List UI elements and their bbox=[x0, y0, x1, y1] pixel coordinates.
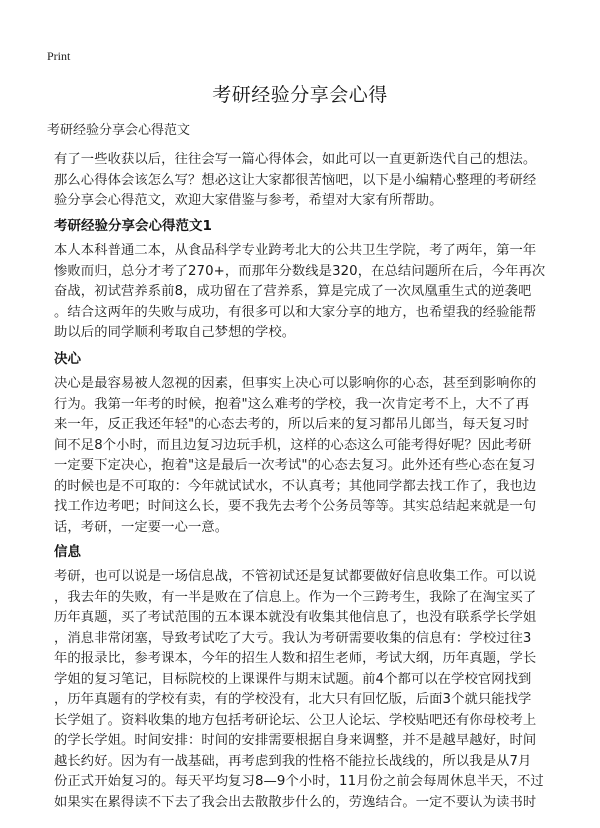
text-line: ，我去年的失败，有一半是败在了信息上。作为一个三跨考生，我除了在淘宝买了 bbox=[54, 589, 537, 605]
section-heading-essay-1: 考研经验分享会心得范文1 bbox=[54, 218, 212, 234]
text-line: ，消息非常闭塞，导致考试吃了大亏。我认为考研需要收集的信息有：学校过往3 bbox=[54, 630, 532, 646]
text-line: 本人本科普通二本，从食品科学专业跨考北大的公共卫生学院，考了两年，第一年 bbox=[54, 243, 537, 258]
text-line: 验分享会心得范文，欢迎大家借鉴与参考，希望对大家有所帮助。 bbox=[54, 193, 443, 208]
text-line: 学姐的复习笔记，目标院校的上课课件与期末试题。前4个都可以在学校官网找到 bbox=[54, 671, 532, 687]
text-line: 来一年，反正我还年轻"的心态去考的，所以后来的复习都吊儿郎当，每天复习时 bbox=[54, 417, 530, 432]
text-line: 的时候也是不可取的：今年就试试水，不认真考；其他同学都去找工作了，我也边 bbox=[54, 478, 537, 494]
essay-1-paragraph bbox=[54, 241, 554, 344]
text-line: 。结合这两年的失败与成功，有很多可以和大家分享的地方，也希望我的经验能帮 bbox=[54, 304, 537, 320]
section-heading-determination: 决心 bbox=[54, 351, 81, 367]
text-line: 越长约好。因为有一战基础，再考虑到我的性格不能拉长战线的，所以我是从7月 bbox=[54, 753, 532, 769]
text-line: 一定要下定决心，抱着"这是最后一次考试"的心态去复习。此外还有些心态在复习 bbox=[54, 458, 536, 473]
text-line: 话，考研，一定要一心一意。 bbox=[54, 519, 229, 535]
text-line: 助以后的同学顺利考取自己梦想的学校。 bbox=[54, 325, 296, 340]
print-label: Print bbox=[47, 49, 71, 63]
text-line: 找工作边考吧；时间这么长，要不我先去考个公务员等等。其实总结起来就是一句 bbox=[54, 499, 537, 514]
text-line: 惨败而归，总分才考了270+，而那年分数线是320，在总结问题所在后，今年再次 bbox=[54, 263, 546, 279]
text-line: 决心是最容易被人忽视的因素，但事实上决心可以影响你的心态，甚至到影响你的 bbox=[54, 376, 537, 391]
text-line: 年的报录比，参考课本，今年的招生人数和招生老师，考试大纲，历年真题，学长 bbox=[54, 651, 537, 666]
text-line: 如果实在累得读不下去了我会出去散散步什么的，劳逸结合。一定不要认为读书时 bbox=[54, 794, 537, 810]
text-line: 长学姐了。资料收集的地方包括考研论坛、公卫人论坛、学校贴吧还有你母校考上 bbox=[54, 712, 537, 728]
text-line: 份正式开始复习的。每天平均复习8—9个小时，11月份之前会每周休息半天，不过 bbox=[54, 774, 544, 789]
text-line: 有了一些收获以后，往往会写一篇心得体会，如此可以一直更新迭代自己的想法。 bbox=[54, 152, 537, 167]
text-line: ，历年真题有的学校有卖，有的学校没有，北大只有回忆版，后面3个就只能找学 bbox=[54, 692, 532, 707]
text-line: 的学长学姐。时间安排：时间的安排需要根据自身来调整，并不是越早越好，时间 bbox=[54, 733, 537, 748]
information-paragraph bbox=[54, 567, 554, 813]
text-line: 间不足8个小时，而且边复习边玩手机，这样的心态这么可能考得好呢？因此考研 bbox=[54, 437, 532, 453]
text-line: 那么心得体会该怎么写？想必这让大家都很苦恼吧，以下是小编精心整理的考研经 bbox=[54, 172, 537, 188]
text-line: 行为。我第一年考的时候，抱着"这么难考的学校，我一次肯定考不上，大不了再 bbox=[54, 396, 530, 412]
section-heading-information: 信息 bbox=[54, 544, 81, 560]
page-title: 考研经验分享会心得 bbox=[212, 84, 388, 106]
text-line: 奋战，初试营养系前8，成功留在了营养系，算是完成了一次凤凰重生式的逆袭吧 bbox=[54, 284, 532, 299]
determination-paragraph bbox=[54, 374, 554, 538]
text-line: 历年真题，买了考试范围的五本课本就没有收集其他信息了，也没有联系学长学姐 bbox=[54, 610, 537, 625]
document-subtitle: 考研经验分享会心得范文 bbox=[47, 123, 191, 138]
text-line: 考研，也可以说是一场信息战，不管初试还是复试都要做好信息收集工作。可以说 bbox=[54, 569, 537, 584]
intro-paragraph bbox=[54, 150, 554, 212]
